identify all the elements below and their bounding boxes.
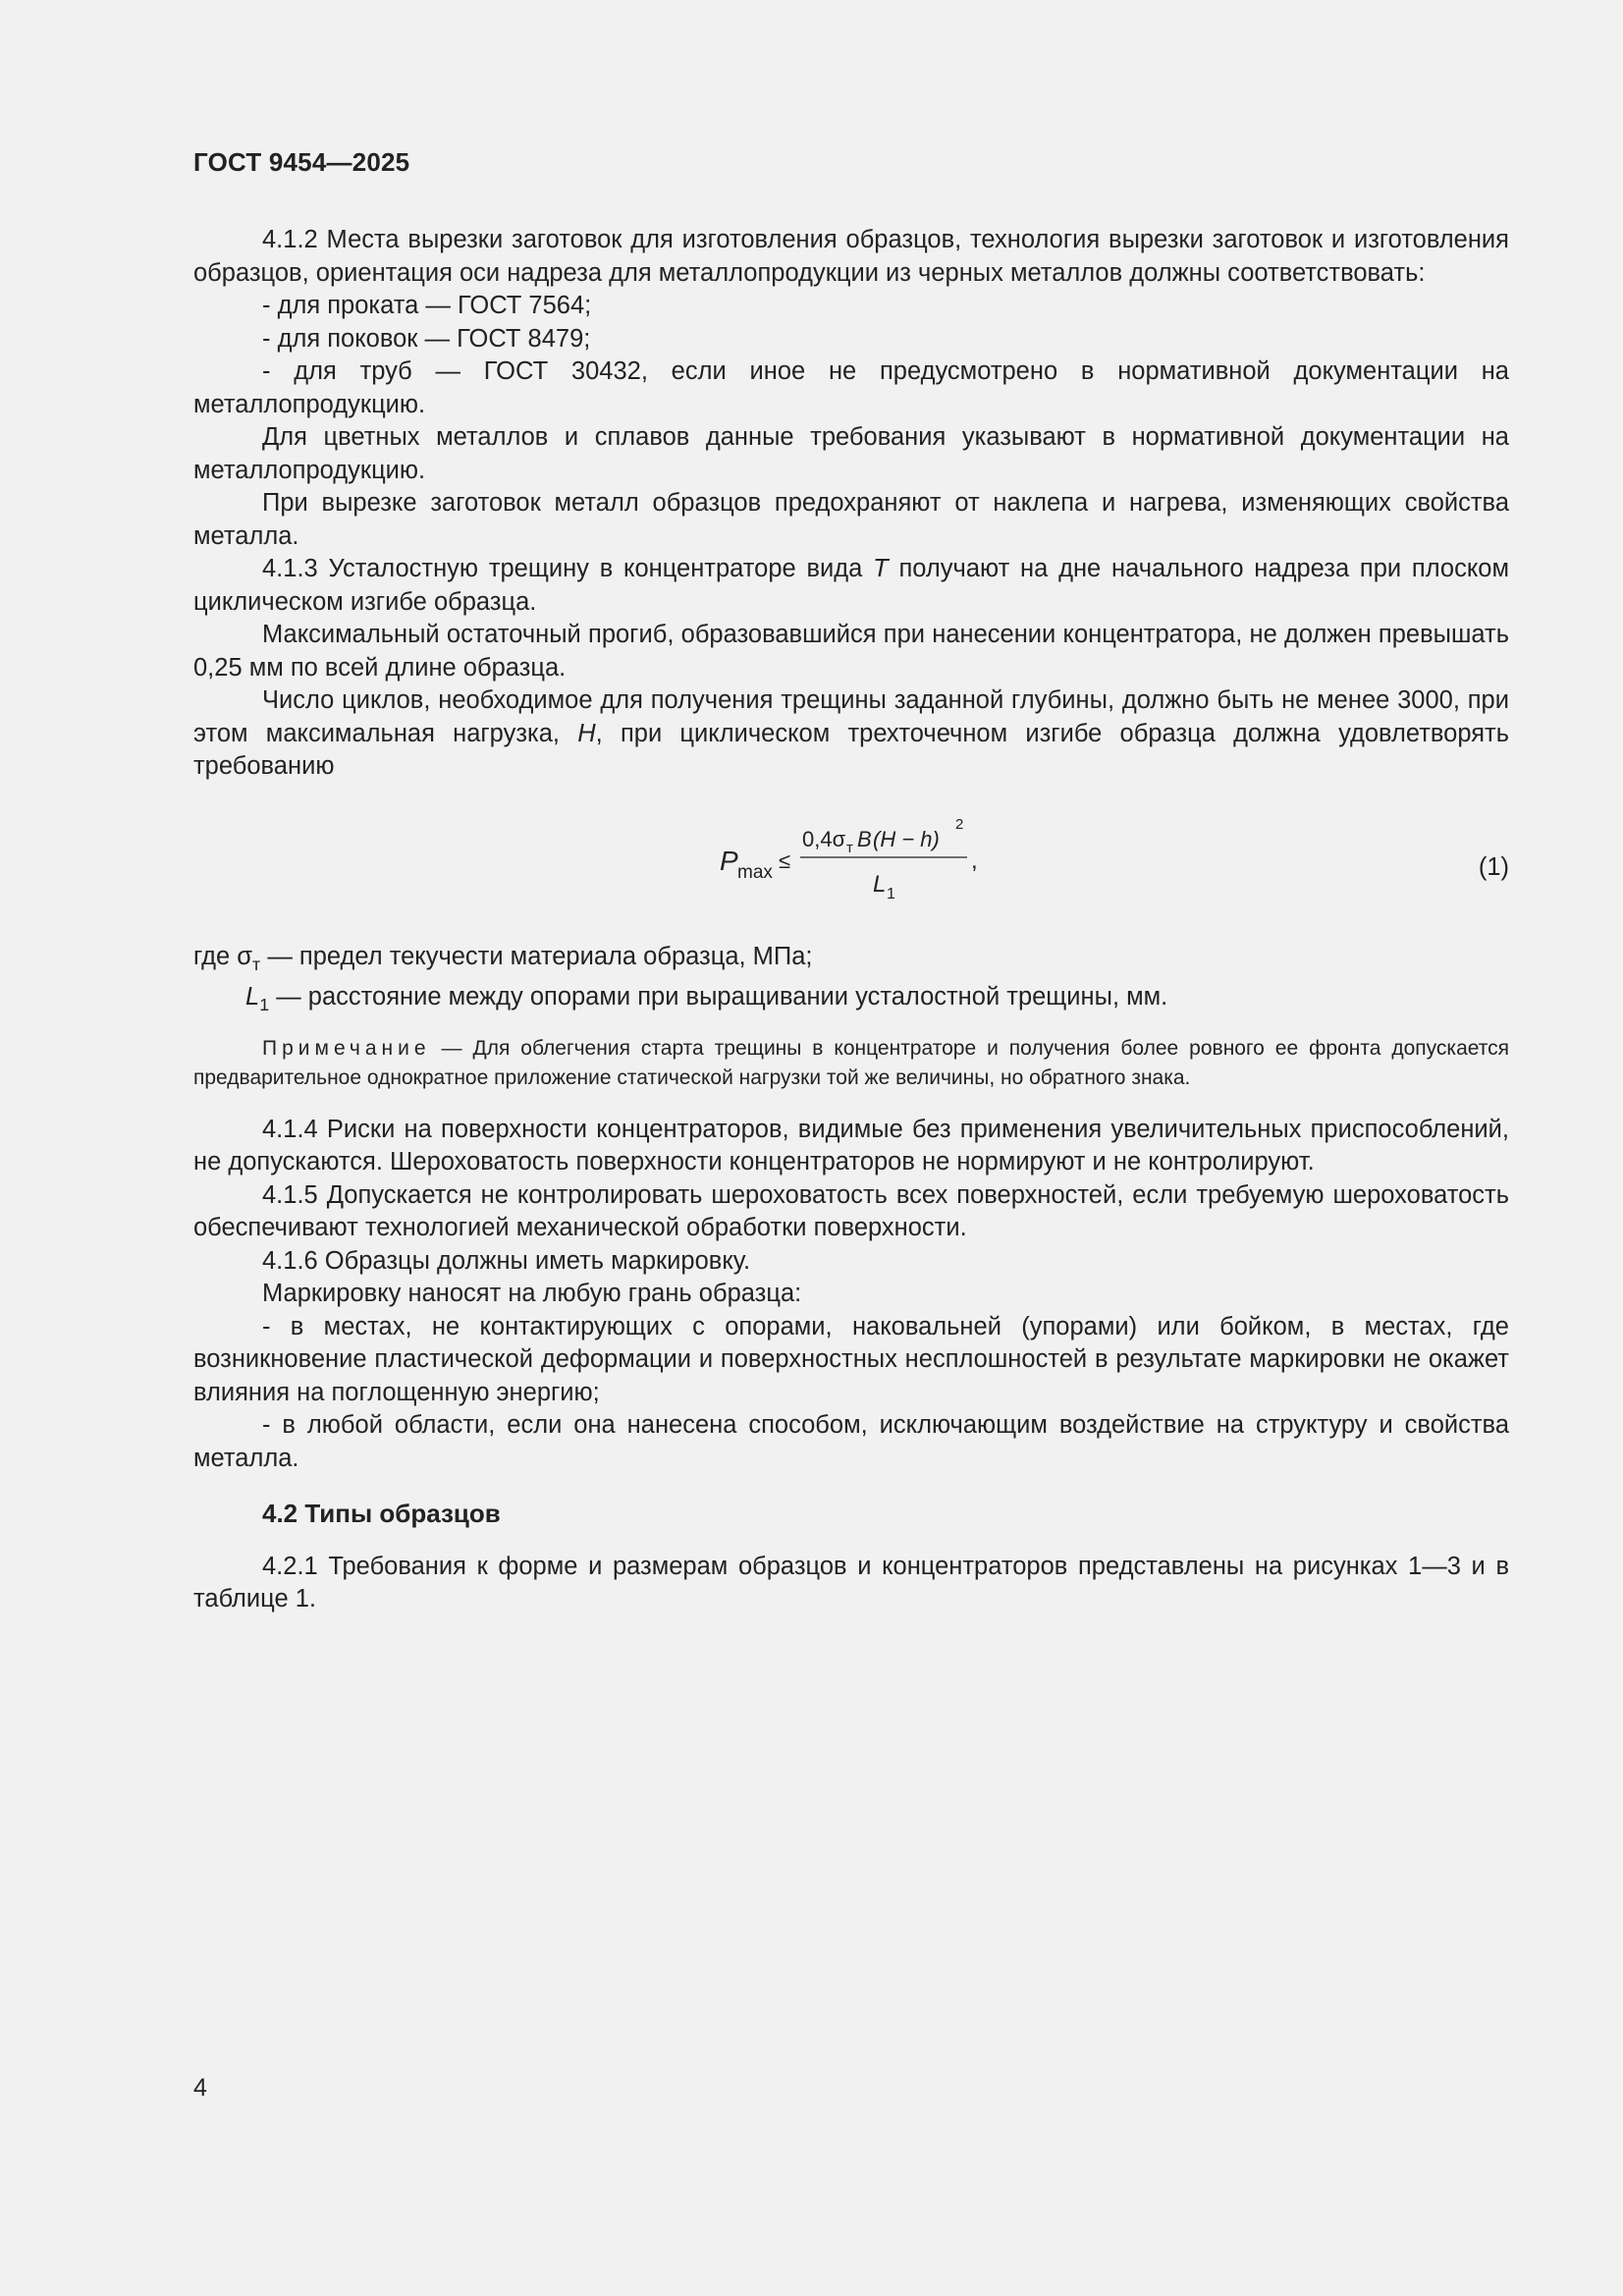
formula-num-paren: (H − h)	[873, 826, 940, 851]
paragraph-4-1-6: 4.1.6 Образцы должны иметь маркировку.	[262, 1246, 751, 1275]
formula-relation: ≤	[779, 847, 791, 873]
where-2-text: — расстояние между опорами при выращивании усталостной трещины, мм.	[269, 983, 1168, 1011]
where-line-2	[245, 981, 1509, 1022]
paragraph-4-1-4: 4.1.4 Риски на поверхности концентраторов, видимые без применения увеличительных приспособлений, не допускаются. Шероховатость поверхности концентраторов не нормируют и не контролируют.	[193, 1115, 1509, 1176]
list-item-forgings: - для поковок — ГОСТ 8479;	[262, 324, 591, 353]
where-1-sub: т	[252, 954, 261, 974]
cycles-text-b: , при циклическом трехточечном изгибе образца должна удовлетворять требованию	[193, 719, 1509, 780]
formula-den-sub: 1	[887, 885, 895, 902]
where-2-sub: 1	[259, 995, 270, 1015]
formula-num-coef: 0,4σ	[802, 826, 846, 851]
p413-variable: T	[873, 555, 889, 582]
section-heading-4-2: 4.2 Типы образцов	[262, 1499, 501, 1529]
document-body	[193, 224, 1509, 1616]
cycles-text-a: Число циклов, необходимое для получения трещины заданной глубины, должно быть не менее 3000, при этом максимальная нагрузка,	[193, 686, 1509, 747]
formula-num-exp: 2	[955, 815, 964, 833]
cycles-variable: H	[577, 719, 596, 747]
p413-text-a: 4.1.3 Усталостную трещину в концентраторе вида	[262, 555, 874, 582]
paragraph-cutting: При вырезке заготовок металл образцов предохраняют от наклепа и нагрева, изменяющих свойства металла.	[193, 489, 1509, 550]
list-item-pipes: - для труб — ГОСТ 30432, если иное не предусмотрено в нормативной документации на металлопродукцию.	[193, 357, 1509, 418]
paragraph-cycles	[193, 684, 1509, 784]
where-2-var: L	[245, 983, 260, 1011]
note-text: — Для облегчения старта трещины в концентраторе и получения более ровного ее фронта допускается предварительное однократное приложение статической нагрузки той же величины, но обратного знака.	[193, 1036, 1509, 1089]
paragraph-4-1-3	[193, 553, 1509, 619]
formula-1	[716, 805, 1010, 913]
note-block	[193, 1034, 1509, 1093]
formula-comma: ,	[971, 847, 978, 874]
list-item-rolled: - для проката — ГОСТ 7564;	[262, 292, 592, 319]
formula-den: L	[873, 870, 887, 898]
list-item-marking-1: - в местах, не контактирующих с опорами, наковальней (упорами) или бойком, в местах, где возникновение пластической деформации и поверхностных несплошностей в результате маркировки не окажет влияния на поглощенную энергию;	[193, 1312, 1509, 1406]
formula-lhs-sub: max	[737, 861, 773, 883]
formula-num-b: B	[857, 826, 872, 851]
paragraph-marking: Маркировку наносят на любую грань образца:	[262, 1280, 802, 1308]
page-number: 4	[193, 2074, 207, 2102]
section-4-1-4-onward	[193, 1114, 1509, 1476]
paragraph-4-1-5: 4.1.5 Допускается не контролировать шероховатость всех поверхностей, если требуемую шероховатость обеспечивают технологией механической обработки поверхности.	[193, 1180, 1509, 1242]
formula-row	[193, 803, 1509, 921]
formula-num-sub: т	[846, 839, 853, 856]
paragraph-4-1-2: 4.1.2 Места вырезки заготовок для изготовления образцов, технология вырезки заготовок и изготовления образцов, ориентация оси надреза для металлопродукции из черных металлов должны соответствовать:	[193, 226, 1509, 287]
p413-text-b: получают на дне начального надреза при плоском циклическом изгибе образца.	[193, 555, 1509, 616]
page-header-title: ГОСТ 9454—2025	[193, 147, 410, 177]
list-item-marking-2: - в любой области, если она нанесена способом, исключающим воздействие на структуру и свойства металла.	[193, 1411, 1509, 1472]
formula-lhs: P	[720, 845, 738, 876]
paragraph-nonferrous: Для цветных металлов и сплавов данные требования указывают в нормативной документации на металлопродукцию.	[193, 423, 1509, 484]
formula-number: (1)	[1478, 852, 1509, 881]
where-1-text: — предел текучести материала образца, МПа;	[260, 942, 813, 970]
paragraph-max-deflection: Максимальный остаточный прогиб, образовавшийся при нанесении концентратора, не должен превышать 0,25 мм по всей длине образца.	[193, 621, 1509, 682]
note-label: Примечание	[262, 1036, 431, 1060]
where-1-prefix: где σ	[193, 942, 253, 970]
where-line-1	[193, 941, 1509, 982]
paragraph-4-2-1: 4.2.1 Требования к форме и размерам образцов и концентраторов представлены на рисунках 1—3 и в таблице 1.	[193, 1552, 1509, 1613]
